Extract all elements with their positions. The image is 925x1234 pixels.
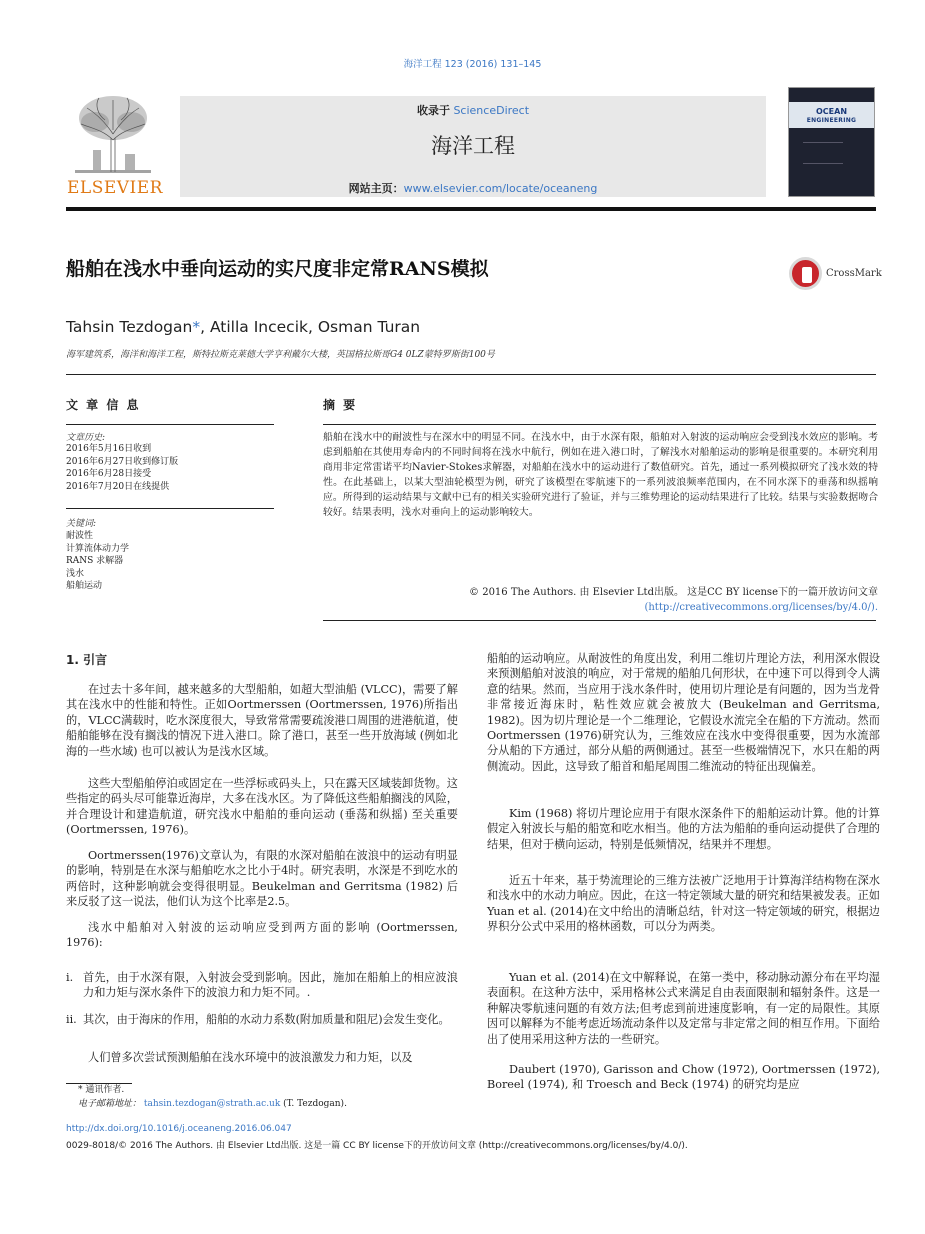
elsevier-tree-icon bbox=[75, 94, 151, 174]
author-name[interactable]: Tahsin Tezdogan bbox=[66, 318, 193, 336]
keyword-item: 浅水 bbox=[66, 568, 85, 579]
body-paragraph: 浅水中船舶对入射波的运动响应受到两方面的影响 (Oortmerssen, 1976): bbox=[66, 921, 458, 950]
list-item bbox=[66, 1012, 458, 1046]
author-affiliation: 海军建筑系，海洋和海洋工程，斯特拉斯克莱德大学亨利戴尔大楼，英国格拉斯哥G4 0LZ蒙特罗斯街100号 bbox=[66, 350, 495, 360]
abstract-heading: 摘 要 bbox=[323, 398, 358, 412]
keyword-item: RANS 求解器 bbox=[66, 556, 124, 566]
cover-title-line-2: ENGINEERING bbox=[806, 117, 857, 124]
crossmark-badge[interactable] bbox=[789, 257, 882, 291]
license-line-1: © 2016 The Authors. 由 Elsevier Ltd出版。 这是CC BY license下的一篇开放访问文章 bbox=[469, 587, 878, 598]
email-link[interactable]: tahsin.tezdogan@strath.ac.uk bbox=[143, 1098, 281, 1109]
body-paragraph: Yuan et al. (2014)在文中解释说，在第一类中，移动脉动源分布在平均湿表面积。在这种方法中，采用格林公式来满足自由表面限制和辐射条件。这是一种解决零航速问题的有效方法;但考虑到前进速度影响，有一定的局限性。其原因可以解释为不能考虑近场流动条件以及定常与非定常之间的相互作用。下面给出了使用采用这种方法的一些研究。 bbox=[487, 971, 880, 1046]
cover-title-line-1: OCEAN bbox=[815, 107, 848, 116]
section-1-title: 1. 引言 bbox=[66, 653, 108, 667]
header-rule bbox=[66, 207, 876, 211]
body-paragraph: 近五十年来，基于势流理论的三维方法被广泛地用于计算海洋结构物在深水和浅水中的水动力响应。因此，在这一特定领域大量的研究和结果被发表。正如Yuan et al. (2014)在文中给出的清晰总结，针对这一特定领域的研究，根据边界积分公式中采用的格林函数，可以分为两类。 bbox=[487, 874, 880, 934]
article-info-rule bbox=[66, 424, 274, 425]
corresponding-author-mark[interactable]: * bbox=[192, 318, 201, 336]
crossmark-icon bbox=[789, 257, 822, 290]
author-name[interactable]: Osman Turan bbox=[317, 318, 421, 336]
doi-link[interactable]: http://dx.doi.org/10.1016/j.oceaneng.2016.06.047 bbox=[66, 1124, 292, 1134]
keyword-item: 计算流体动力学 bbox=[66, 543, 130, 554]
journal-masthead bbox=[180, 96, 766, 197]
contents-prefix: 收录于 bbox=[416, 104, 450, 117]
author-name[interactable]: Atilla Incecik bbox=[209, 318, 308, 336]
email-label: 电子邮箱地址： bbox=[78, 1098, 142, 1109]
homepage-prefix: 网站主页： bbox=[348, 182, 404, 195]
body-paragraph: 人们曾多次尝试预测船舶在浅水环境中的波浪激发力和力矩，以及 bbox=[88, 1051, 413, 1064]
history-accepted: 2016年6月28日接受 bbox=[66, 469, 152, 479]
footnote bbox=[78, 1084, 347, 1111]
crossmark-label: CrossMark bbox=[826, 268, 882, 279]
journal-reference[interactable]: 海洋工程 123 (2016) 131–145 bbox=[403, 59, 542, 70]
article-title: 船舶在浅水中垂向运动的实尺度非定常RANS模拟 bbox=[66, 258, 489, 280]
keywords-list bbox=[66, 530, 129, 593]
history-list bbox=[66, 443, 178, 493]
list-text: 其次，由于海床的作用，船舶的水动力系数(附加质量和阻尼)会发生变化。 bbox=[83, 1013, 450, 1026]
journal-cover-image[interactable] bbox=[788, 87, 875, 197]
body-paragraph: 这些大型船舶停泊或固定在一些浮标或码头上，只在露天区域装卸货物。这些指定的码头尽可能靠近海岸，大多在浅水区。为了降低这些船舶搁浅的风险，并合理设计和建造航道，研究浅水中船舶的垂向运动 (垂荡和纵摇) 至关重要 (Oortmerssen, 1976)。 bbox=[66, 777, 458, 837]
body-paragraph: Oortmerssen(1976)文章认为，有限的水深对船舶在波浪中的运动有明显的影响，特别是在水深与船舶吃水之比小于4时。研究表明，水深是不到吃水的两倍时，这种影响就会变得很明显。Beukelman and Gerritsma (1982) 后来反驳了这一说法，他们认为这个比率是2.5。 bbox=[66, 849, 458, 909]
list-item bbox=[66, 970, 458, 1004]
elsevier-wordmark: ELSEVIER bbox=[67, 178, 163, 198]
body-paragraph: 船舶的运动响应。从耐波性的角度出发，利用二维切片理论方法，利用深水假设来预测船舶对波浪的响应，对于常规的船舶几何形状，在中速下可以得到令人满意的结果。然而，当应用于浅水条件时，使用切片理论是有问题的，因为当龙骨非常接近海床时，粘性效应就会被放大 (Beukelman and Gerritsma, 1982)。因为切片理论是一个二维理论，它假设水流完全在船的下方流动。然而Oortmerssen (1976)研究认为，三维效应在浅水中变得很重要，因为水流部分从船的下方通过，部分从船的两侧通过。甚至一些极端情况下，水只在船的两侧流动。因此，这导致了船首和船尾周围二维流动的特征出现偏差。 bbox=[487, 652, 880, 773]
body-paragraph: 在过去十多年间，越来越多的大型船舶，如超大型油船 (VLCC)，需要了解其在浅水中的性能和特性。正如Oortmerssen (Oortmerssen, 1976)所指出的，VLCC满载时，吃水深度很大，导致常常需要疏浚港口周围的进港航道，使船舶能够在没有搁浅的情况下进入港口。除了港口，甚至一些开放海域 (例如北海的一些水域) 也可以被认为是浅水区域。 bbox=[66, 683, 458, 758]
abstract-bottom-rule bbox=[323, 620, 876, 621]
list-marker: ii. bbox=[66, 1013, 77, 1026]
section-rule bbox=[66, 374, 876, 375]
abstract-rule bbox=[323, 424, 876, 425]
journal-title: 海洋工程 bbox=[431, 134, 515, 158]
keyword-item: 耐波性 bbox=[66, 531, 94, 541]
keyword-item: 船舶运动 bbox=[66, 581, 103, 591]
article-info-heading: 文 章 信 息 bbox=[66, 398, 141, 412]
license-url-link[interactable]: (http://creativecommons.org/licenses/by/4.0/). bbox=[644, 602, 878, 613]
author-separator: , bbox=[307, 318, 318, 336]
history-received: 2016年5月16日收到 bbox=[66, 444, 152, 454]
author-list bbox=[66, 318, 420, 336]
homepage-link[interactable]: www.elsevier.com/locate/oceaneng bbox=[403, 182, 598, 195]
elsevier-logo[interactable] bbox=[67, 94, 163, 198]
corresponding-author-note: * 通讯作者. bbox=[78, 1085, 125, 1095]
list-text: 首先，由于水深有限，入射波会受到影响。因此，施加在船舶上的相应波浪力和力矩与深水条件下的波浪力和力矩不同。. bbox=[83, 971, 458, 1000]
cover-decoration bbox=[803, 142, 843, 164]
history-revised: 2016年6月27日收到修订版 bbox=[66, 456, 179, 467]
email-suffix: (T. Tezdogan). bbox=[280, 1098, 347, 1109]
homepage-line bbox=[180, 180, 766, 196]
history-label: 文章历史: bbox=[66, 433, 106, 443]
contents-line bbox=[180, 102, 766, 118]
keywords-label: 关键词: bbox=[66, 519, 97, 529]
keywords-rule bbox=[66, 508, 274, 509]
issn-copyright-line: 0029-8018/© 2016 The Authors. 由 Elsevier Ltd出版. 这是一篇 CC BY license下的开放访问文章 (http://creativecommons.org/licenses/by/4.0/). bbox=[66, 1141, 688, 1151]
sciencedirect-link[interactable]: ScienceDirect bbox=[453, 104, 530, 117]
list-marker: i. bbox=[66, 971, 74, 984]
author-separator: , bbox=[200, 318, 210, 336]
abstract-license bbox=[323, 585, 878, 615]
history-online: 2016年7月20日在线提供 bbox=[66, 481, 170, 492]
body-paragraph: Kim (1968) 将切片理论应用于有限水深条件下的船舶运动计算。他的计算假定入射波长与船的船宽和吃水相当。他的方法为船舶的垂向运动提供了合理的结果，但对于横向运动，特别是低频情况，结果并不理想。 bbox=[487, 807, 880, 851]
abstract-text: 船舶在浅水中的耐波性与在深水中的明显不同。在浅水中，由于水深有限，船舶对入射波的运动响应会受到浅水效应的影响。考虑到船舶在其使用寿命内的不同时间将在浅水中航行，例如在进入港口时，了解浅水对船舶运动的影响是很重要的。本研究利用商用非定常雷诺平均Navier-Stokes求解器，对船舶在浅水中的运动进行了数值研究。首先，通过一系列模拟研究了浅水效的特性。在此基础上，以某大型油轮模型为例，研究了该模型在零航速下的一系列波浪频率范围内，在不同水深下的垂荡和纵摇响应。所得到的运动结果与文献中已有的相关实验研究进行了验证，并与三维势理论的运动结果进行了比较。结果与实验数据吻合较好。结果表明，浅水对垂向上的运动影响较大。 bbox=[323, 432, 878, 518]
body-paragraph: Daubert (1970), Garisson and Chow (1972), Oortmerssen (1972), Boreel (1974), 和 Troesch and Beck (1974) 的研究均是应 bbox=[487, 1063, 880, 1092]
